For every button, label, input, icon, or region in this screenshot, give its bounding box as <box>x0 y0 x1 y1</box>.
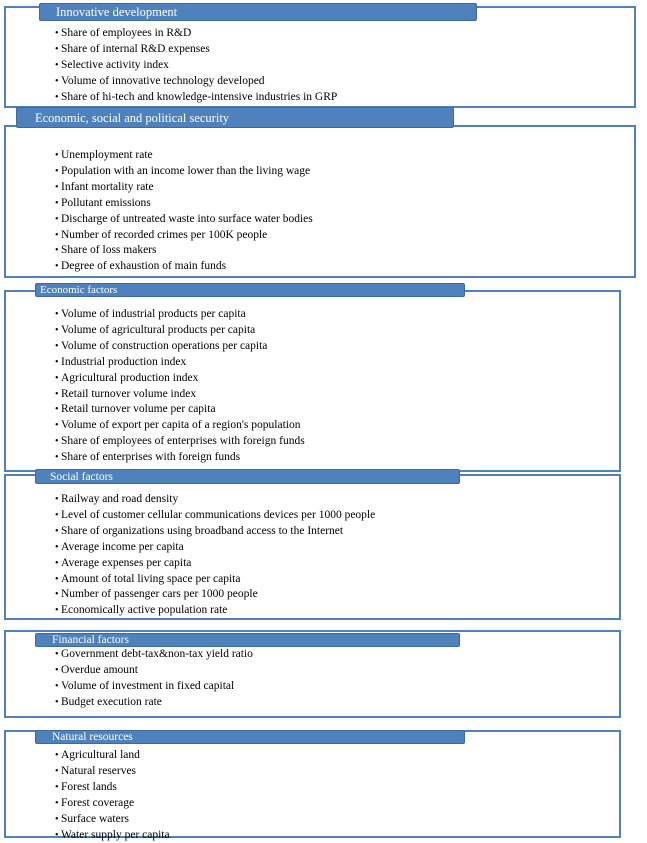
section-items-innovative-development <box>55 26 337 106</box>
list-item: • Share of employees in R&D <box>55 26 337 42</box>
list-item: • Number of passenger cars per 1000 people <box>55 587 375 603</box>
list-item: • Railway and road density <box>55 492 375 508</box>
section-items-natural-resources <box>55 748 170 843</box>
list-item: • Average income per capita <box>55 540 375 556</box>
list-item: • Economically active population rate <box>55 603 375 619</box>
list-item: • Budget execution rate <box>55 695 253 711</box>
section-items-economic-factors <box>55 307 305 466</box>
list-item: • Volume of innovative technology developed <box>55 74 337 90</box>
list-item: • Population with an income lower than the living wage <box>55 164 313 180</box>
section-header-innovative-development: Innovative development <box>39 3 477 21</box>
section-header-social-factors: Social factors <box>35 469 460 484</box>
list-item: • Forest coverage <box>55 796 170 812</box>
list-item: • Pollutant emissions <box>55 196 313 212</box>
section-header-financial-factors: Financial factors <box>35 633 460 647</box>
list-item: • Retail turnover volume index <box>55 387 305 403</box>
list-item: • Number of recorded crimes per 100K people <box>55 228 313 244</box>
section-header-security: Economic, social and political security <box>16 107 454 128</box>
list-item: • Share of hi-tech and knowledge-intensive industries in GRP <box>55 90 337 106</box>
list-item: • Surface waters <box>55 812 170 828</box>
list-item: • Share of loss makers <box>55 243 313 259</box>
section-items-social-factors <box>55 492 375 619</box>
list-item: • Share of employees of enterprises with foreign funds <box>55 434 305 450</box>
list-item: • Volume of industrial products per capita <box>55 307 305 323</box>
list-item: • Retail turnover volume per capita <box>55 402 305 418</box>
list-item: • Industrial production index <box>55 355 305 371</box>
list-item: • Volume of construction operations per capita <box>55 339 305 355</box>
list-item: • Agricultural production index <box>55 371 305 387</box>
list-item: • Natural reserves <box>55 764 170 780</box>
list-item: • Overdue amount <box>55 663 253 679</box>
list-item: • Unemployment rate <box>55 148 313 164</box>
list-item: • Degree of exhaustion of main funds <box>55 259 313 275</box>
list-item: • Share of enterprises with foreign funds <box>55 450 305 466</box>
list-item: • Level of customer cellular communications devices per 1000 people <box>55 508 375 524</box>
list-item: • Amount of total living space per capita <box>55 572 375 588</box>
section-header-natural-resources: Natural resources <box>35 730 465 744</box>
list-item: • Discharge of untreated waste into surface water bodies <box>55 212 313 228</box>
list-item: • Average expenses per capita <box>55 556 375 572</box>
section-items-financial-factors <box>55 647 253 711</box>
section-items-security <box>55 148 313 275</box>
list-item: • Water supply per capita <box>55 828 170 843</box>
list-item: • Agricultural land <box>55 748 170 764</box>
list-item: • Government debt-tax&non-tax yield ratio <box>55 647 253 663</box>
list-item: • Selective activity index <box>55 58 337 74</box>
list-item: • Share of organizations using broadband access to the Internet <box>55 524 375 540</box>
list-item: • Volume of export per capita of a region's population <box>55 418 305 434</box>
list-item: • Infant mortality rate <box>55 180 313 196</box>
list-item: • Volume of investment in fixed capital <box>55 679 253 695</box>
section-header-economic-factors: Economic factors <box>35 283 465 297</box>
list-item: • Volume of agricultural products per capita <box>55 323 305 339</box>
list-item: • Forest lands <box>55 780 170 796</box>
list-item: • Share of internal R&D expenses <box>55 42 337 58</box>
